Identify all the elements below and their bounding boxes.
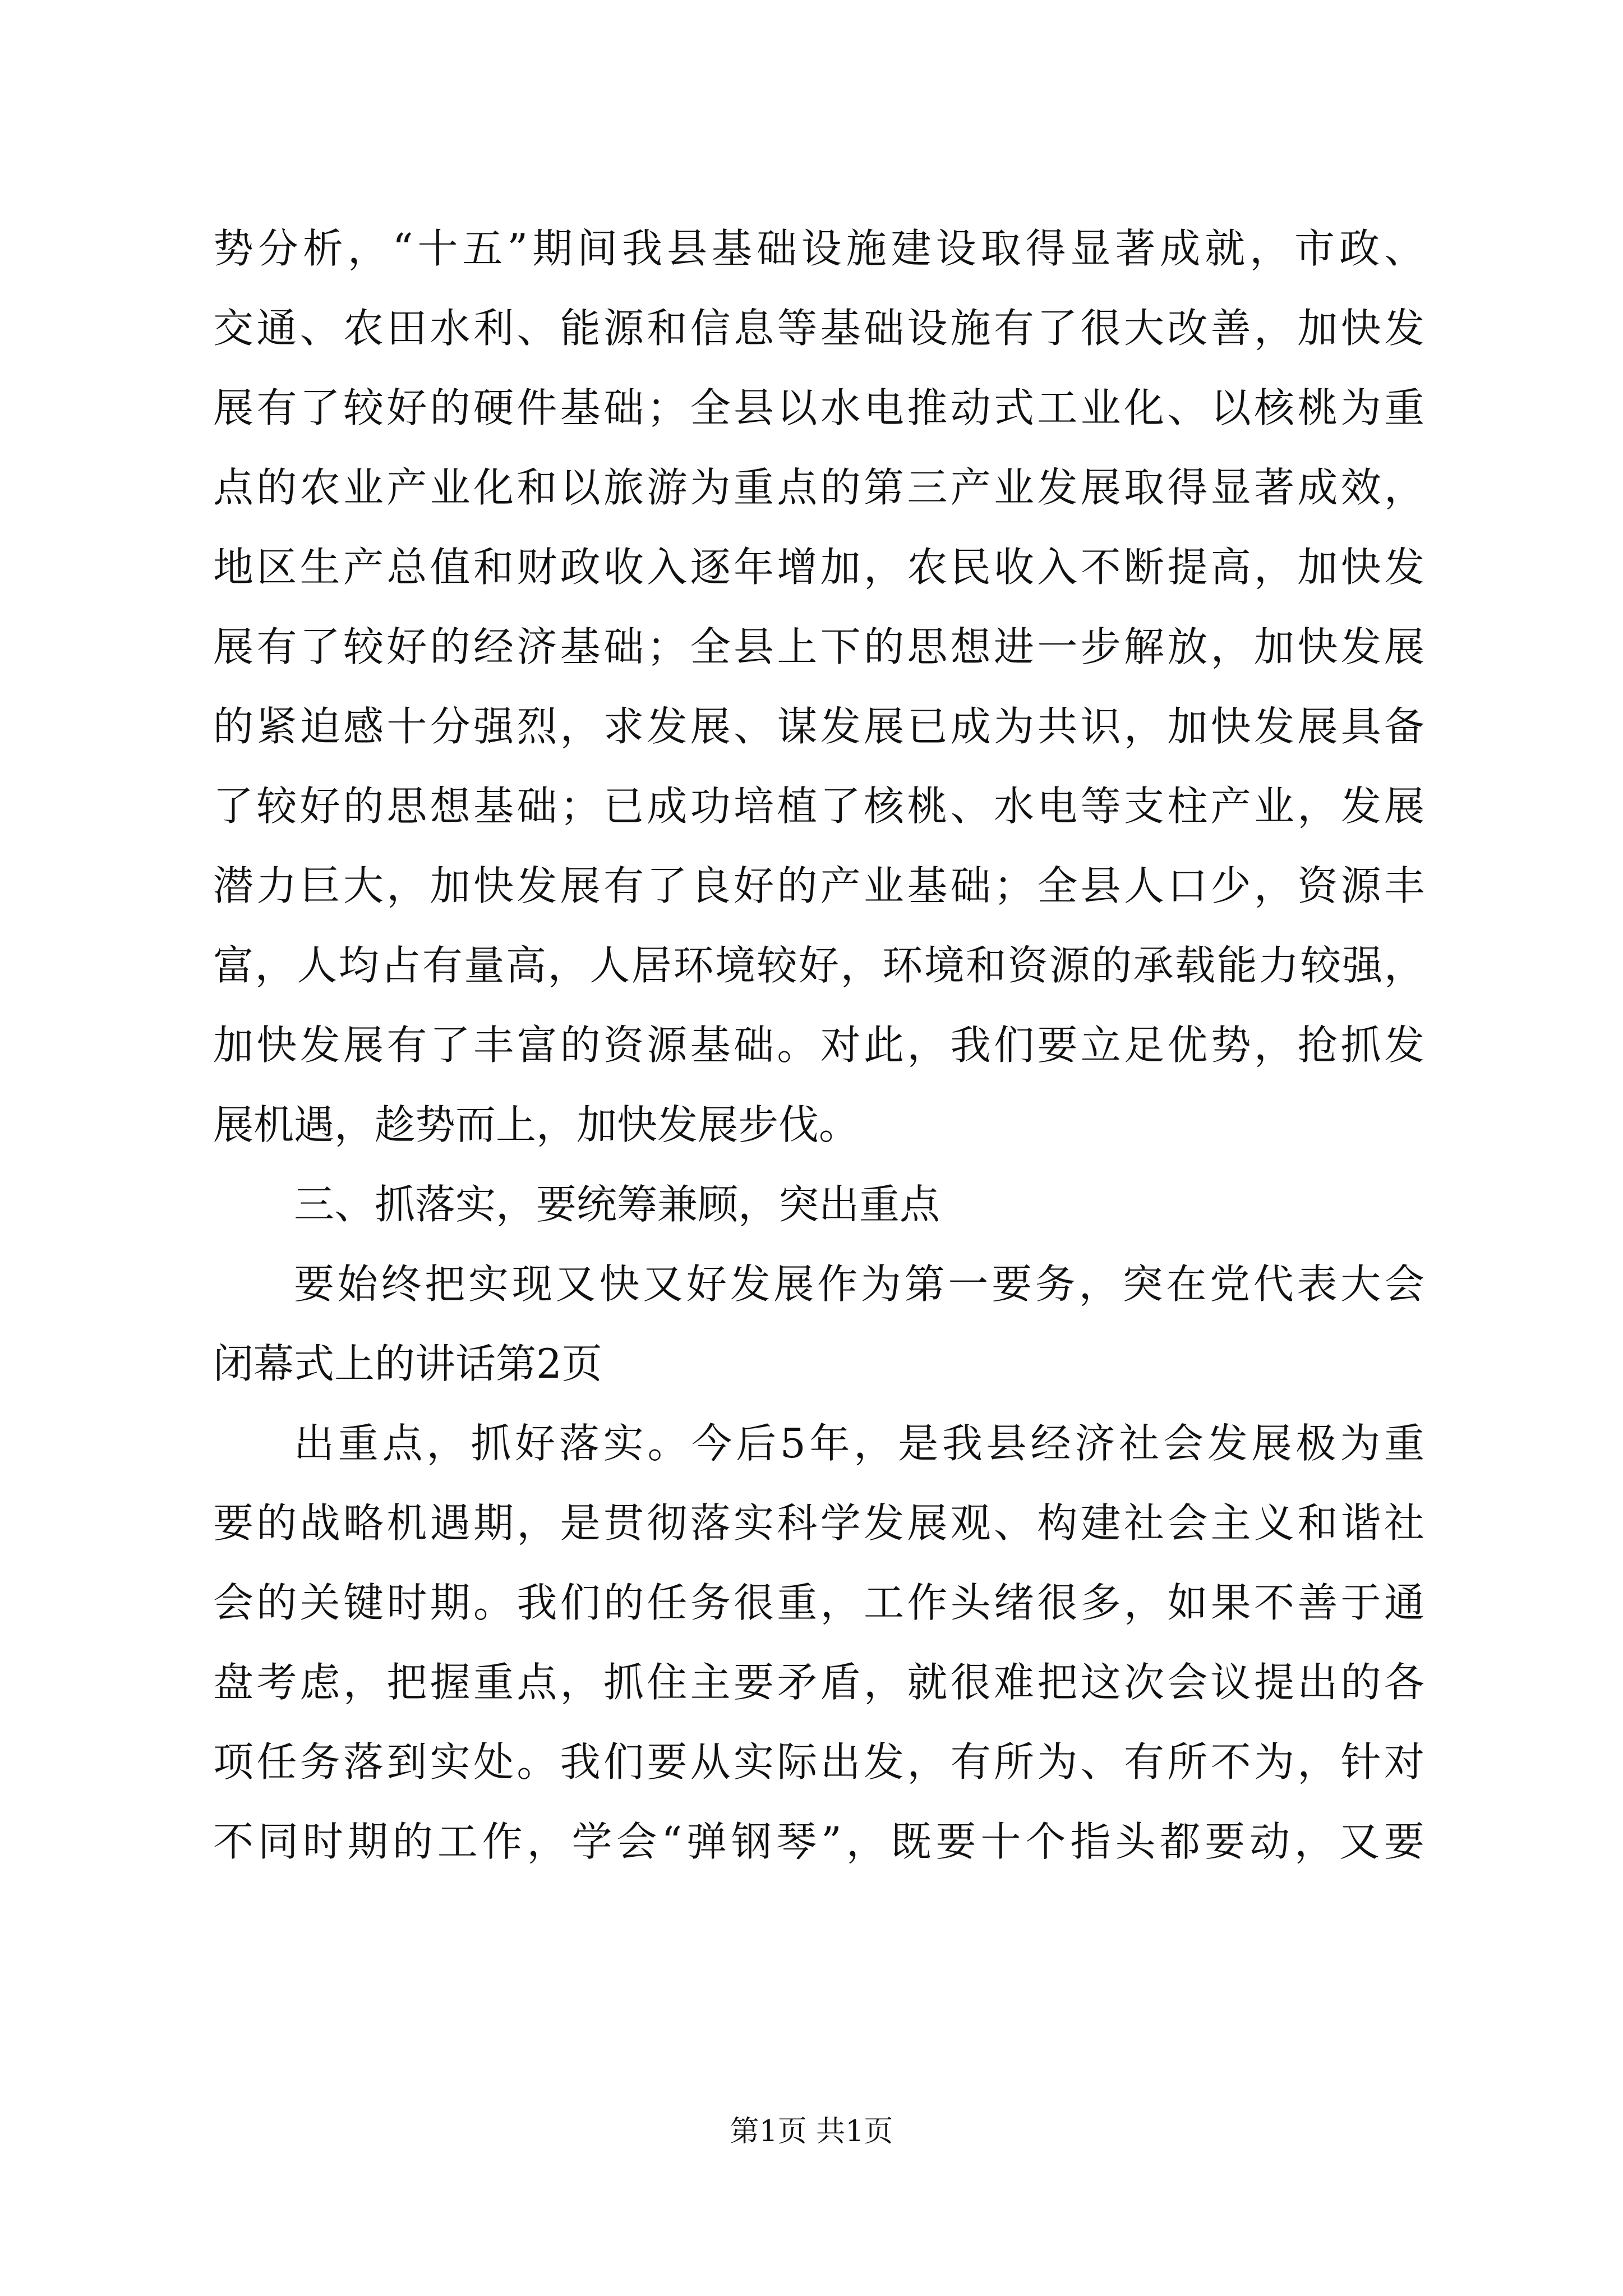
text-line: 要的战略机遇期，是贯彻落实科学发展观、构建社会主义和谐社 (213, 1499, 1424, 1547)
page-number: 第1页 共1页 (730, 2115, 893, 2148)
text-line: 富，人均占有量高，人居环境较好，环境和资源的承载能力较强， (213, 942, 1424, 989)
document-body (213, 209, 1424, 1881)
text-line: 交通、农田水利、能源和信息等基础设施有了很大改善，加快发 (213, 305, 1424, 352)
text-line: 展有了较好的经济基础；全县上下的思想进一步解放，加快发展 (213, 623, 1424, 670)
text-line: 潜力巨大，加快发展有了良好的产业基础；全县人口少，资源丰 (213, 862, 1424, 909)
text-line: 了较好的思想基础；已成功培植了核桃、水电等支柱产业，发展 (213, 783, 1424, 830)
paragraph-key-points (213, 1404, 1424, 1881)
text-line: 展有了较好的硬件基础；全县以水电推动式工业化、以核桃为重 (213, 384, 1424, 431)
text-line: 要始终把实现又快又好发展作为第一要务，突在党代表大会 (294, 1260, 1424, 1308)
text-line: 地区生产总值和财政收入逐年增加，农民收入不断提高，加快发 (213, 544, 1424, 591)
text-line: 盘考虑，把握重点，抓住主要矛盾，就很难把这次会议提出的各 (213, 1659, 1424, 1706)
text-line: 的紧迫感十分强烈，求发展、谋发展已成为共识，加快发展具备 (213, 703, 1424, 750)
text-line: 点的农业产业化和以旅游为重点的第三产业发展取得显著成效， (213, 464, 1424, 511)
text-line: 加快发展有了丰富的资源基础。对此，我们要立足优势，抢抓发 (213, 1022, 1424, 1069)
text-line: 势分析，“十五”期间我县基础设施建设取得显著成就，市政、 (213, 225, 1424, 272)
text-line: 闭幕式上的讲话第2页 (213, 1340, 602, 1387)
text-line: 会的关键时期。我们的任务很重，工作头绪很多，如果不善于通 (213, 1579, 1424, 1626)
section-heading-3 (213, 1165, 1424, 1244)
paragraph-situation-analysis (213, 209, 1424, 1165)
section-heading: 三、抓落实，要统筹兼顾，突出重点 (294, 1181, 940, 1228)
text-line: 项任务落到实处。我们要从实际出发，有所为、有所不为，针对 (213, 1738, 1424, 1786)
paragraph-first-task (213, 1244, 1424, 1404)
text-line: 展机遇，趁势而上，加快发展步伐。 (213, 1101, 860, 1148)
text-line: 出重点，抓好落实。今后5年，是我县经济社会发展极为重 (294, 1420, 1424, 1467)
page-footer (0, 2109, 1623, 2154)
text-line: 不同时期的工作，学会“弹钢琴”，既要十个指头都要动，又要 (213, 1818, 1424, 1865)
